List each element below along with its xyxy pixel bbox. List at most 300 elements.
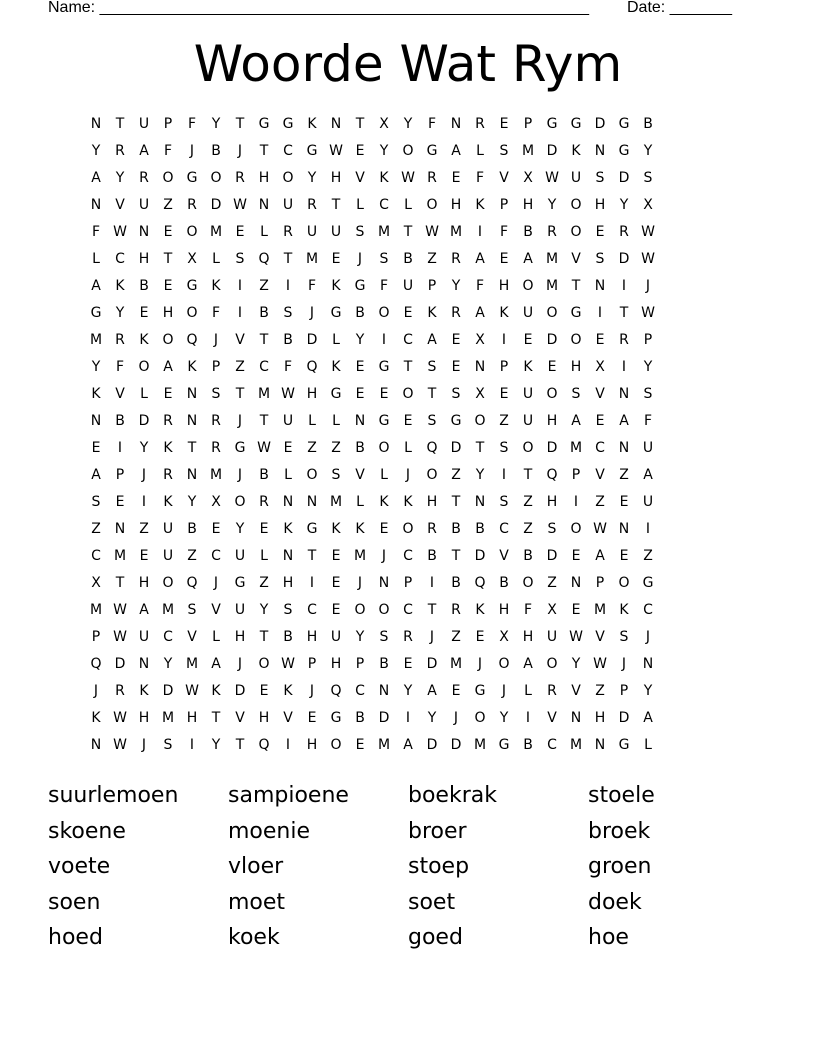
grid-letter[interactable]: J bbox=[477, 656, 483, 672]
grid-letter[interactable]: Z bbox=[595, 494, 605, 510]
grid-letter[interactable]: W bbox=[545, 170, 559, 186]
grid-letter[interactable]: B bbox=[379, 656, 389, 672]
grid-letter[interactable]: R bbox=[139, 170, 149, 186]
grid-letter[interactable]: K bbox=[331, 359, 341, 375]
grid-letter[interactable]: D bbox=[618, 710, 630, 726]
grid-letter[interactable]: N bbox=[618, 521, 630, 537]
grid-letter[interactable]: Q bbox=[546, 467, 558, 483]
grid-letter[interactable]: D bbox=[474, 548, 486, 564]
grid-letter[interactable]: S bbox=[499, 440, 509, 456]
grid-letter[interactable]: T bbox=[235, 116, 245, 132]
grid-letter[interactable]: K bbox=[571, 143, 581, 159]
grid-letter[interactable]: Z bbox=[331, 440, 341, 456]
grid-letter[interactable]: E bbox=[547, 359, 557, 375]
grid-letter[interactable]: V bbox=[235, 710, 245, 726]
grid-letter[interactable]: E bbox=[403, 305, 413, 321]
grid-letter[interactable]: N bbox=[642, 656, 654, 672]
grid-letter[interactable]: N bbox=[138, 224, 150, 240]
grid-letter[interactable]: O bbox=[402, 386, 414, 402]
grid-letter[interactable]: Q bbox=[258, 737, 270, 753]
grid-letter[interactable]: K bbox=[163, 494, 173, 510]
grid-letter[interactable]: O bbox=[546, 386, 558, 402]
grid-letter[interactable]: N bbox=[282, 494, 294, 510]
grid-letter[interactable]: K bbox=[187, 359, 197, 375]
grid-letter[interactable]: X bbox=[211, 494, 221, 510]
grid-letter[interactable]: Z bbox=[91, 521, 101, 537]
grid-letter[interactable]: P bbox=[619, 683, 629, 699]
grid-letter[interactable]: T bbox=[283, 251, 293, 267]
grid-letter[interactable]: G bbox=[306, 143, 318, 159]
grid-letter[interactable]: E bbox=[451, 359, 461, 375]
grid-letter[interactable]: F bbox=[163, 143, 173, 159]
grid-letter[interactable]: A bbox=[403, 737, 413, 753]
grid-letter[interactable]: W bbox=[113, 602, 127, 618]
grid-letter[interactable]: X bbox=[595, 359, 605, 375]
grid-letter[interactable]: W bbox=[401, 170, 415, 186]
grid-letter[interactable]: R bbox=[163, 467, 173, 483]
grid-letter[interactable]: U bbox=[642, 494, 654, 510]
grid-letter[interactable]: D bbox=[450, 737, 462, 753]
grid-letter[interactable]: K bbox=[307, 116, 317, 132]
grid-letter[interactable]: L bbox=[332, 413, 340, 429]
grid-letter[interactable]: G bbox=[282, 116, 294, 132]
grid-letter[interactable]: Y bbox=[379, 143, 389, 159]
grid-letter[interactable]: A bbox=[523, 656, 533, 672]
grid-letter[interactable]: F bbox=[187, 116, 197, 132]
grid-letter[interactable]: A bbox=[643, 710, 653, 726]
grid-letter[interactable]: D bbox=[426, 656, 438, 672]
grid-letter[interactable]: S bbox=[235, 251, 245, 267]
grid-letter[interactable]: K bbox=[139, 683, 149, 699]
grid-letter[interactable]: O bbox=[426, 197, 438, 213]
grid-letter[interactable]: T bbox=[163, 251, 173, 267]
grid-letter[interactable]: Y bbox=[547, 197, 557, 213]
grid-letter[interactable]: R bbox=[259, 494, 269, 510]
grid-letter[interactable]: O bbox=[258, 656, 270, 672]
grid-letter[interactable]: A bbox=[91, 170, 101, 186]
grid-letter[interactable]: Y bbox=[91, 143, 101, 159]
grid-letter[interactable]: E bbox=[163, 386, 173, 402]
grid-letter[interactable]: Y bbox=[619, 197, 629, 213]
grid-letter[interactable]: J bbox=[213, 575, 219, 591]
grid-letter[interactable]: E bbox=[619, 548, 629, 564]
grid-letter[interactable]: H bbox=[138, 575, 150, 591]
grid-letter[interactable]: O bbox=[474, 710, 486, 726]
grid-letter[interactable]: X bbox=[475, 332, 485, 348]
grid-letter[interactable]: H bbox=[330, 170, 342, 186]
grid-letter[interactable]: N bbox=[378, 575, 390, 591]
grid-letter[interactable]: U bbox=[138, 116, 150, 132]
grid-letter[interactable]: K bbox=[619, 602, 629, 618]
grid-letter[interactable]: Q bbox=[90, 656, 102, 672]
grid-letter[interactable]: Q bbox=[258, 251, 270, 267]
grid-letter[interactable]: J bbox=[141, 737, 147, 753]
grid-letter[interactable]: Y bbox=[475, 467, 485, 483]
grid-letter[interactable]: S bbox=[211, 386, 221, 402]
grid-letter[interactable]: A bbox=[211, 656, 221, 672]
grid-letter[interactable]: Z bbox=[427, 251, 437, 267]
grid-letter[interactable]: G bbox=[498, 737, 510, 753]
grid-letter[interactable]: B bbox=[403, 251, 413, 267]
grid-letter[interactable]: K bbox=[211, 278, 221, 294]
grid-letter[interactable]: Z bbox=[523, 494, 533, 510]
grid-letter[interactable]: D bbox=[450, 440, 462, 456]
grid-letter[interactable]: O bbox=[378, 440, 390, 456]
grid-letter[interactable]: R bbox=[211, 413, 221, 429]
grid-letter[interactable]: W bbox=[113, 224, 127, 240]
grid-letter[interactable]: E bbox=[259, 683, 269, 699]
grid-letter[interactable]: E bbox=[451, 170, 461, 186]
grid-letter[interactable]: U bbox=[330, 629, 342, 645]
name-field[interactable]: Name: _______________________________________________________ bbox=[48, 0, 589, 16]
grid-letter[interactable]: Q bbox=[474, 575, 486, 591]
grid-letter[interactable]: S bbox=[643, 170, 653, 186]
grid-letter[interactable]: M bbox=[209, 467, 223, 483]
grid-letter[interactable]: K bbox=[379, 170, 389, 186]
grid-letter[interactable]: I bbox=[309, 575, 315, 591]
grid-letter[interactable]: L bbox=[524, 683, 532, 699]
grid-letter[interactable]: F bbox=[211, 305, 221, 321]
grid-letter[interactable]: T bbox=[451, 548, 461, 564]
grid-letter[interactable]: S bbox=[331, 467, 341, 483]
grid-letter[interactable]: D bbox=[114, 656, 126, 672]
grid-letter[interactable]: V bbox=[283, 710, 293, 726]
grid-letter[interactable]: W bbox=[281, 386, 295, 402]
grid-letter[interactable]: H bbox=[138, 251, 150, 267]
grid-letter[interactable]: B bbox=[643, 116, 653, 132]
grid-letter[interactable]: R bbox=[619, 224, 629, 240]
grid-letter[interactable]: N bbox=[474, 494, 486, 510]
grid-letter[interactable]: T bbox=[307, 548, 317, 564]
grid-letter[interactable]: C bbox=[115, 251, 125, 267]
grid-letter[interactable]: P bbox=[307, 656, 317, 672]
grid-letter[interactable]: U bbox=[162, 521, 174, 537]
grid-letter[interactable]: B bbox=[427, 548, 437, 564]
grid-letter[interactable]: X bbox=[379, 116, 389, 132]
grid-letter[interactable]: U bbox=[546, 629, 558, 645]
grid-letter[interactable]: T bbox=[259, 413, 269, 429]
grid-letter[interactable]: M bbox=[473, 737, 487, 753]
grid-letter[interactable]: M bbox=[569, 737, 583, 753]
grid-letter[interactable]: J bbox=[357, 251, 363, 267]
grid-letter[interactable]: W bbox=[329, 143, 343, 159]
grid-letter[interactable]: R bbox=[115, 683, 125, 699]
grid-letter[interactable]: D bbox=[594, 116, 606, 132]
grid-letter[interactable]: R bbox=[451, 602, 461, 618]
grid-letter[interactable]: R bbox=[403, 629, 413, 645]
grid-letter[interactable]: I bbox=[501, 467, 507, 483]
grid-letter[interactable]: N bbox=[330, 116, 342, 132]
grid-letter[interactable]: N bbox=[354, 413, 366, 429]
grid-letter[interactable]: Y bbox=[643, 683, 653, 699]
grid-letter[interactable]: O bbox=[570, 332, 582, 348]
grid-letter[interactable]: J bbox=[237, 143, 243, 159]
grid-letter[interactable]: N bbox=[186, 413, 198, 429]
grid-letter[interactable]: B bbox=[451, 575, 461, 591]
grid-letter[interactable]: H bbox=[498, 278, 510, 294]
grid-letter[interactable]: Y bbox=[355, 332, 365, 348]
grid-letter[interactable]: H bbox=[258, 170, 270, 186]
grid-letter[interactable]: D bbox=[546, 548, 558, 564]
grid-letter[interactable]: C bbox=[379, 197, 389, 213]
grid-letter[interactable]: I bbox=[237, 278, 243, 294]
grid-letter[interactable]: Y bbox=[499, 710, 509, 726]
grid-letter[interactable]: R bbox=[427, 170, 437, 186]
date-field[interactable]: Date: _______ bbox=[627, 0, 732, 16]
grid-letter[interactable]: O bbox=[426, 467, 438, 483]
grid-letter[interactable]: W bbox=[569, 629, 583, 645]
grid-letter[interactable]: L bbox=[380, 467, 388, 483]
grid-letter[interactable]: H bbox=[162, 305, 174, 321]
grid-letter[interactable]: M bbox=[593, 602, 607, 618]
grid-letter[interactable]: G bbox=[234, 575, 246, 591]
grid-letter[interactable]: Y bbox=[259, 602, 269, 618]
grid-letter[interactable]: E bbox=[115, 494, 125, 510]
grid-letter[interactable]: L bbox=[260, 548, 268, 564]
grid-letter[interactable]: E bbox=[331, 602, 341, 618]
grid-letter[interactable]: Y bbox=[139, 440, 149, 456]
grid-letter[interactable]: I bbox=[405, 710, 411, 726]
grid-letter[interactable]: C bbox=[91, 548, 101, 564]
grid-letter[interactable]: F bbox=[307, 278, 317, 294]
grid-letter[interactable]: J bbox=[501, 683, 507, 699]
grid-letter[interactable]: L bbox=[308, 413, 316, 429]
grid-letter[interactable]: P bbox=[355, 656, 365, 672]
grid-letter[interactable]: T bbox=[619, 305, 629, 321]
grid-letter[interactable]: A bbox=[163, 359, 173, 375]
grid-letter[interactable]: Y bbox=[307, 170, 317, 186]
grid-letter[interactable]: Z bbox=[139, 521, 149, 537]
grid-letter[interactable]: L bbox=[212, 629, 220, 645]
grid-letter[interactable]: G bbox=[546, 116, 558, 132]
grid-letter[interactable]: B bbox=[451, 521, 461, 537]
grid-letter[interactable]: I bbox=[645, 521, 651, 537]
grid-letter[interactable]: R bbox=[547, 683, 557, 699]
grid-letter[interactable]: E bbox=[331, 251, 341, 267]
grid-letter[interactable]: S bbox=[283, 305, 293, 321]
grid-letter[interactable]: O bbox=[618, 575, 630, 591]
grid-letter[interactable]: H bbox=[594, 710, 606, 726]
grid-letter[interactable]: K bbox=[91, 710, 101, 726]
grid-letter[interactable]: K bbox=[403, 494, 413, 510]
grid-letter[interactable]: O bbox=[522, 575, 534, 591]
grid-letter[interactable]: A bbox=[643, 467, 653, 483]
grid-letter[interactable]: L bbox=[284, 467, 292, 483]
grid-letter[interactable]: E bbox=[499, 251, 509, 267]
grid-letter[interactable]: S bbox=[427, 359, 437, 375]
grid-letter[interactable]: T bbox=[211, 710, 221, 726]
grid-letter[interactable]: Q bbox=[426, 440, 438, 456]
grid-letter[interactable]: Q bbox=[186, 575, 198, 591]
grid-letter[interactable]: M bbox=[305, 251, 319, 267]
grid-letter[interactable]: U bbox=[402, 278, 414, 294]
grid-letter[interactable]: Q bbox=[306, 359, 318, 375]
grid-letter[interactable]: I bbox=[525, 710, 531, 726]
grid-letter[interactable]: B bbox=[139, 278, 149, 294]
grid-letter[interactable]: O bbox=[162, 575, 174, 591]
grid-letter[interactable]: A bbox=[475, 251, 485, 267]
grid-letter[interactable]: G bbox=[642, 575, 654, 591]
grid-letter[interactable]: H bbox=[570, 359, 582, 375]
grid-letter[interactable]: R bbox=[235, 170, 245, 186]
grid-letter[interactable]: Z bbox=[523, 521, 533, 537]
grid-letter[interactable]: B bbox=[523, 737, 533, 753]
grid-letter[interactable]: N bbox=[474, 359, 486, 375]
grid-letter[interactable]: W bbox=[425, 224, 439, 240]
grid-letter[interactable]: O bbox=[378, 602, 390, 618]
grid-letter[interactable]: E bbox=[595, 332, 605, 348]
grid-letter[interactable]: Y bbox=[451, 278, 461, 294]
grid-letter[interactable]: H bbox=[498, 602, 510, 618]
grid-letter[interactable]: Z bbox=[307, 440, 317, 456]
grid-letter[interactable]: K bbox=[115, 278, 125, 294]
grid-letter[interactable]: G bbox=[306, 521, 318, 537]
grid-letter[interactable]: S bbox=[187, 602, 197, 618]
grid-letter[interactable]: Y bbox=[427, 710, 437, 726]
grid-letter[interactable]: Z bbox=[451, 629, 461, 645]
grid-letter[interactable]: F bbox=[283, 359, 293, 375]
grid-letter[interactable]: K bbox=[331, 521, 341, 537]
grid-letter[interactable]: Y bbox=[355, 629, 365, 645]
grid-letter[interactable]: M bbox=[113, 548, 127, 564]
grid-letter[interactable]: P bbox=[499, 197, 509, 213]
grid-letter[interactable]: C bbox=[403, 548, 413, 564]
grid-letter[interactable]: A bbox=[595, 548, 605, 564]
grid-letter[interactable]: O bbox=[282, 170, 294, 186]
grid-letter[interactable]: E bbox=[571, 602, 581, 618]
grid-letter[interactable]: D bbox=[618, 251, 630, 267]
grid-letter[interactable]: X bbox=[187, 251, 197, 267]
grid-letter[interactable]: B bbox=[283, 332, 293, 348]
grid-letter[interactable]: R bbox=[547, 224, 557, 240]
grid-letter[interactable]: M bbox=[545, 251, 559, 267]
grid-letter[interactable]: U bbox=[234, 548, 246, 564]
grid-letter[interactable]: A bbox=[427, 332, 437, 348]
grid-letter[interactable]: Z bbox=[547, 575, 557, 591]
grid-letter[interactable]: D bbox=[234, 683, 246, 699]
grid-letter[interactable]: E bbox=[355, 359, 365, 375]
grid-letter[interactable]: I bbox=[285, 737, 291, 753]
grid-letter[interactable]: T bbox=[259, 629, 269, 645]
grid-letter[interactable]: G bbox=[570, 116, 582, 132]
grid-letter[interactable]: U bbox=[282, 197, 294, 213]
grid-letter[interactable]: K bbox=[331, 278, 341, 294]
grid-letter[interactable]: O bbox=[402, 143, 414, 159]
grid-letter[interactable]: A bbox=[571, 413, 581, 429]
grid-letter[interactable]: J bbox=[645, 629, 651, 645]
grid-letter[interactable]: C bbox=[547, 737, 557, 753]
grid-letter[interactable]: T bbox=[451, 494, 461, 510]
grid-letter[interactable]: F bbox=[427, 116, 437, 132]
grid-letter[interactable]: E bbox=[211, 521, 221, 537]
grid-letter[interactable]: E bbox=[331, 548, 341, 564]
grid-letter[interactable]: P bbox=[115, 467, 125, 483]
grid-letter[interactable]: R bbox=[427, 521, 437, 537]
grid-letter[interactable]: R bbox=[283, 224, 293, 240]
grid-letter[interactable]: X bbox=[499, 629, 509, 645]
grid-letter[interactable]: V bbox=[355, 170, 365, 186]
grid-letter[interactable]: R bbox=[211, 440, 221, 456]
grid-letter[interactable]: N bbox=[114, 521, 126, 537]
grid-letter[interactable]: Y bbox=[187, 494, 197, 510]
grid-letter[interactable]: H bbox=[594, 197, 606, 213]
grid-letter[interactable]: T bbox=[115, 116, 125, 132]
grid-letter[interactable]: Z bbox=[499, 413, 509, 429]
grid-letter[interactable]: L bbox=[644, 737, 652, 753]
grid-letter[interactable]: M bbox=[185, 656, 199, 672]
grid-letter[interactable]: G bbox=[234, 440, 246, 456]
grid-letter[interactable]: D bbox=[546, 143, 558, 159]
grid-letter[interactable]: T bbox=[427, 602, 437, 618]
grid-letter[interactable]: J bbox=[645, 278, 651, 294]
grid-letter[interactable]: O bbox=[570, 521, 582, 537]
grid-letter[interactable]: S bbox=[379, 629, 389, 645]
grid-letter[interactable]: U bbox=[138, 197, 150, 213]
grid-letter[interactable]: E bbox=[163, 224, 173, 240]
grid-letter[interactable]: O bbox=[162, 170, 174, 186]
grid-letter[interactable]: Z bbox=[643, 548, 653, 564]
grid-letter[interactable]: F bbox=[91, 224, 101, 240]
grid-letter[interactable]: V bbox=[235, 332, 245, 348]
grid-letter[interactable]: K bbox=[379, 494, 389, 510]
grid-letter[interactable]: K bbox=[211, 683, 221, 699]
grid-letter[interactable]: X bbox=[475, 386, 485, 402]
grid-letter[interactable]: B bbox=[115, 413, 125, 429]
grid-letter[interactable]: P bbox=[427, 278, 437, 294]
grid-letter[interactable]: O bbox=[546, 305, 558, 321]
grid-letter[interactable]: R bbox=[307, 197, 317, 213]
grid-letter[interactable]: H bbox=[450, 197, 462, 213]
grid-letter[interactable]: L bbox=[476, 143, 484, 159]
grid-letter[interactable]: Y bbox=[403, 683, 413, 699]
grid-letter[interactable]: I bbox=[285, 278, 291, 294]
grid-letter[interactable]: Z bbox=[187, 548, 197, 564]
grid-letter[interactable]: L bbox=[140, 386, 148, 402]
grid-letter[interactable]: N bbox=[594, 737, 606, 753]
grid-letter[interactable]: P bbox=[643, 332, 653, 348]
grid-letter[interactable]: Y bbox=[571, 656, 581, 672]
grid-letter[interactable]: G bbox=[186, 170, 198, 186]
grid-letter[interactable]: J bbox=[309, 305, 315, 321]
grid-letter[interactable]: D bbox=[138, 413, 150, 429]
grid-letter[interactable]: X bbox=[643, 197, 653, 213]
grid-letter[interactable]: E bbox=[403, 656, 413, 672]
grid-letter[interactable]: J bbox=[381, 548, 387, 564]
grid-letter[interactable]: M bbox=[449, 656, 463, 672]
grid-letter[interactable]: M bbox=[521, 143, 535, 159]
grid-letter[interactable]: C bbox=[259, 359, 269, 375]
grid-letter[interactable]: O bbox=[522, 440, 534, 456]
grid-letter[interactable]: V bbox=[571, 251, 581, 267]
grid-letter[interactable]: W bbox=[641, 251, 655, 267]
grid-letter[interactable]: G bbox=[354, 278, 366, 294]
grid-letter[interactable]: B bbox=[355, 305, 365, 321]
grid-letter[interactable]: Z bbox=[259, 575, 269, 591]
grid-letter[interactable]: I bbox=[117, 440, 123, 456]
grid-letter[interactable]: T bbox=[571, 278, 581, 294]
grid-letter[interactable]: B bbox=[523, 548, 533, 564]
grid-letter[interactable]: R bbox=[475, 116, 485, 132]
grid-letter[interactable]: R bbox=[115, 143, 125, 159]
grid-letter[interactable]: H bbox=[282, 575, 294, 591]
grid-letter[interactable]: V bbox=[595, 467, 605, 483]
grid-letter[interactable]: Z bbox=[595, 683, 605, 699]
grid-letter[interactable]: C bbox=[643, 602, 653, 618]
grid-letter[interactable]: L bbox=[260, 224, 268, 240]
grid-letter[interactable]: C bbox=[211, 548, 221, 564]
grid-letter[interactable]: C bbox=[403, 332, 413, 348]
grid-letter[interactable]: L bbox=[356, 494, 364, 510]
